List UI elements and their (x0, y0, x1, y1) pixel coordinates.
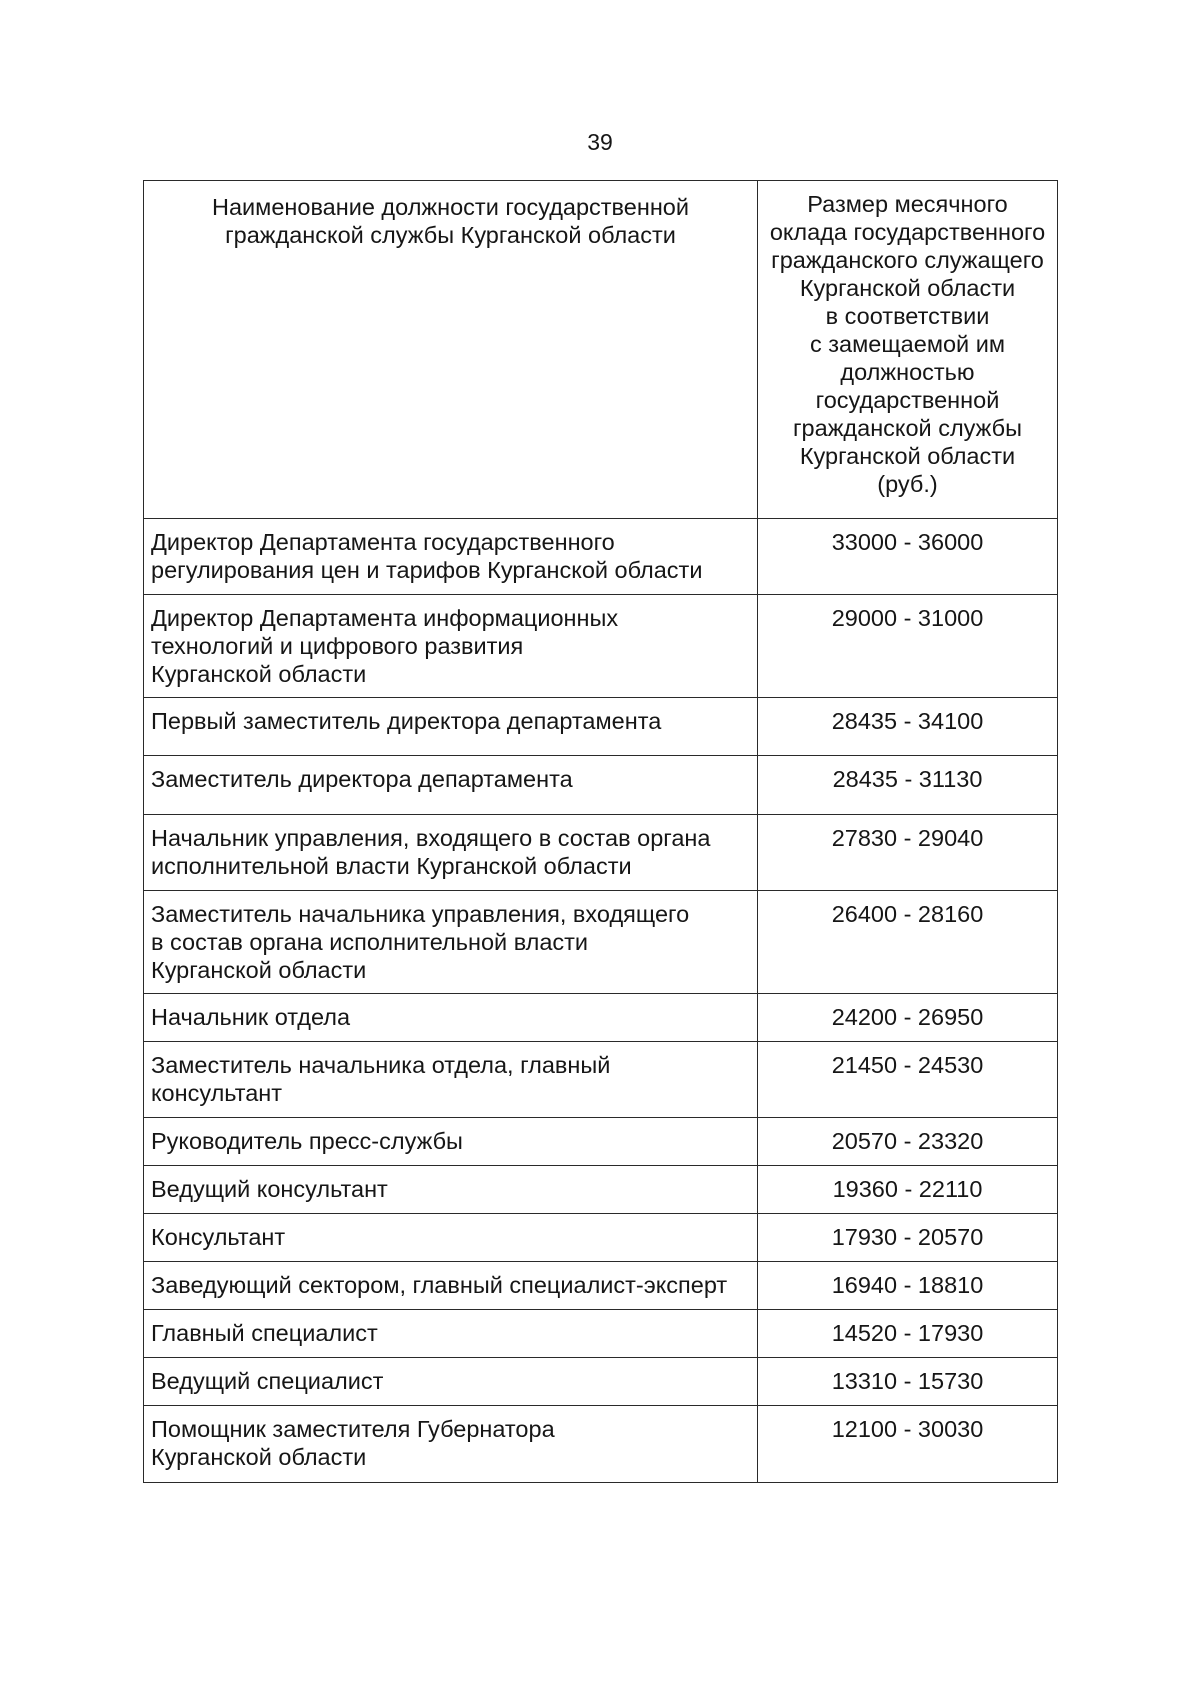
salary-cell: 13310 - 15730 (758, 1358, 1058, 1406)
table-row (144, 698, 1058, 756)
position-cell: Руководитель пресс-службы (144, 1118, 758, 1166)
position-cell: Помощник заместителя Губернатора Курганской области (144, 1406, 758, 1483)
position-cell: Директор Департамента информационных технологий и цифрового развития Курганской области (144, 595, 758, 698)
header-position-label: Наименование должности государственной гражданской службы Курганской области (212, 194, 689, 248)
table-row (144, 756, 1058, 815)
position-cell: Ведущий консультант (144, 1166, 758, 1214)
salary-cell: 33000 - 36000 (758, 519, 1058, 595)
salary-cell: 17930 - 20570 (758, 1214, 1058, 1262)
table-row (144, 815, 1058, 891)
position-cell: Заместитель начальника отдела, главный консультант (144, 1042, 758, 1118)
header-salary-label: Размер месячного оклада государственного гражданского служащего Курганской области в соответствии с замещаемой им должностью государственной гражданской службы Курганской области (руб.) (769, 191, 1046, 497)
table-row (144, 994, 1058, 1042)
table-row (144, 1042, 1058, 1118)
header-position (144, 181, 758, 519)
table-row (144, 891, 1058, 994)
position-cell: Директор Департамента государственного регулирования цен и тарифов Курганской области (144, 519, 758, 595)
page-number: 39 (587, 129, 613, 155)
table-header-row (144, 181, 1058, 519)
position-cell: Заместитель начальника управления, входящего в состав органа исполнительной власти Курганской области (144, 891, 758, 994)
salary-table (143, 180, 1058, 1483)
position-cell: Первый заместитель директора департамента (144, 698, 758, 756)
salary-cell: 16940 - 18810 (758, 1262, 1058, 1310)
table-row (144, 1358, 1058, 1406)
salary-cell: 14520 - 17930 (758, 1310, 1058, 1358)
position-cell: Главный специалист (144, 1310, 758, 1358)
salary-cell: 19360 - 22110 (758, 1166, 1058, 1214)
position-cell: Ведущий специалист (144, 1358, 758, 1406)
salary-cell: 28435 - 31130 (758, 756, 1058, 815)
salary-cell: 26400 - 28160 (758, 891, 1058, 994)
table-row (144, 1118, 1058, 1166)
salary-cell: 24200 - 26950 (758, 994, 1058, 1042)
salary-cell: 21450 - 24530 (758, 1042, 1058, 1118)
position-cell: Заведующий сектором, главный специалист-эксперт (144, 1262, 758, 1310)
position-cell: Начальник управления, входящего в состав органа исполнительной власти Курганской области (144, 815, 758, 891)
salary-cell: 20570 - 23320 (758, 1118, 1058, 1166)
table-row (144, 1214, 1058, 1262)
table-row (144, 1310, 1058, 1358)
salary-cell: 27830 - 29040 (758, 815, 1058, 891)
table-row (144, 1166, 1058, 1214)
table-row (144, 1262, 1058, 1310)
salary-cell: 29000 - 31000 (758, 595, 1058, 698)
position-cell: Консультант (144, 1214, 758, 1262)
salary-cell: 28435 - 34100 (758, 698, 1058, 756)
table-row (144, 595, 1058, 698)
salary-cell: 12100 - 30030 (758, 1406, 1058, 1483)
table-row (144, 1406, 1058, 1483)
position-cell: Заместитель директора департамента (144, 756, 758, 815)
header-salary (758, 181, 1058, 519)
table-row (144, 519, 1058, 595)
position-cell: Начальник отдела (144, 994, 758, 1042)
